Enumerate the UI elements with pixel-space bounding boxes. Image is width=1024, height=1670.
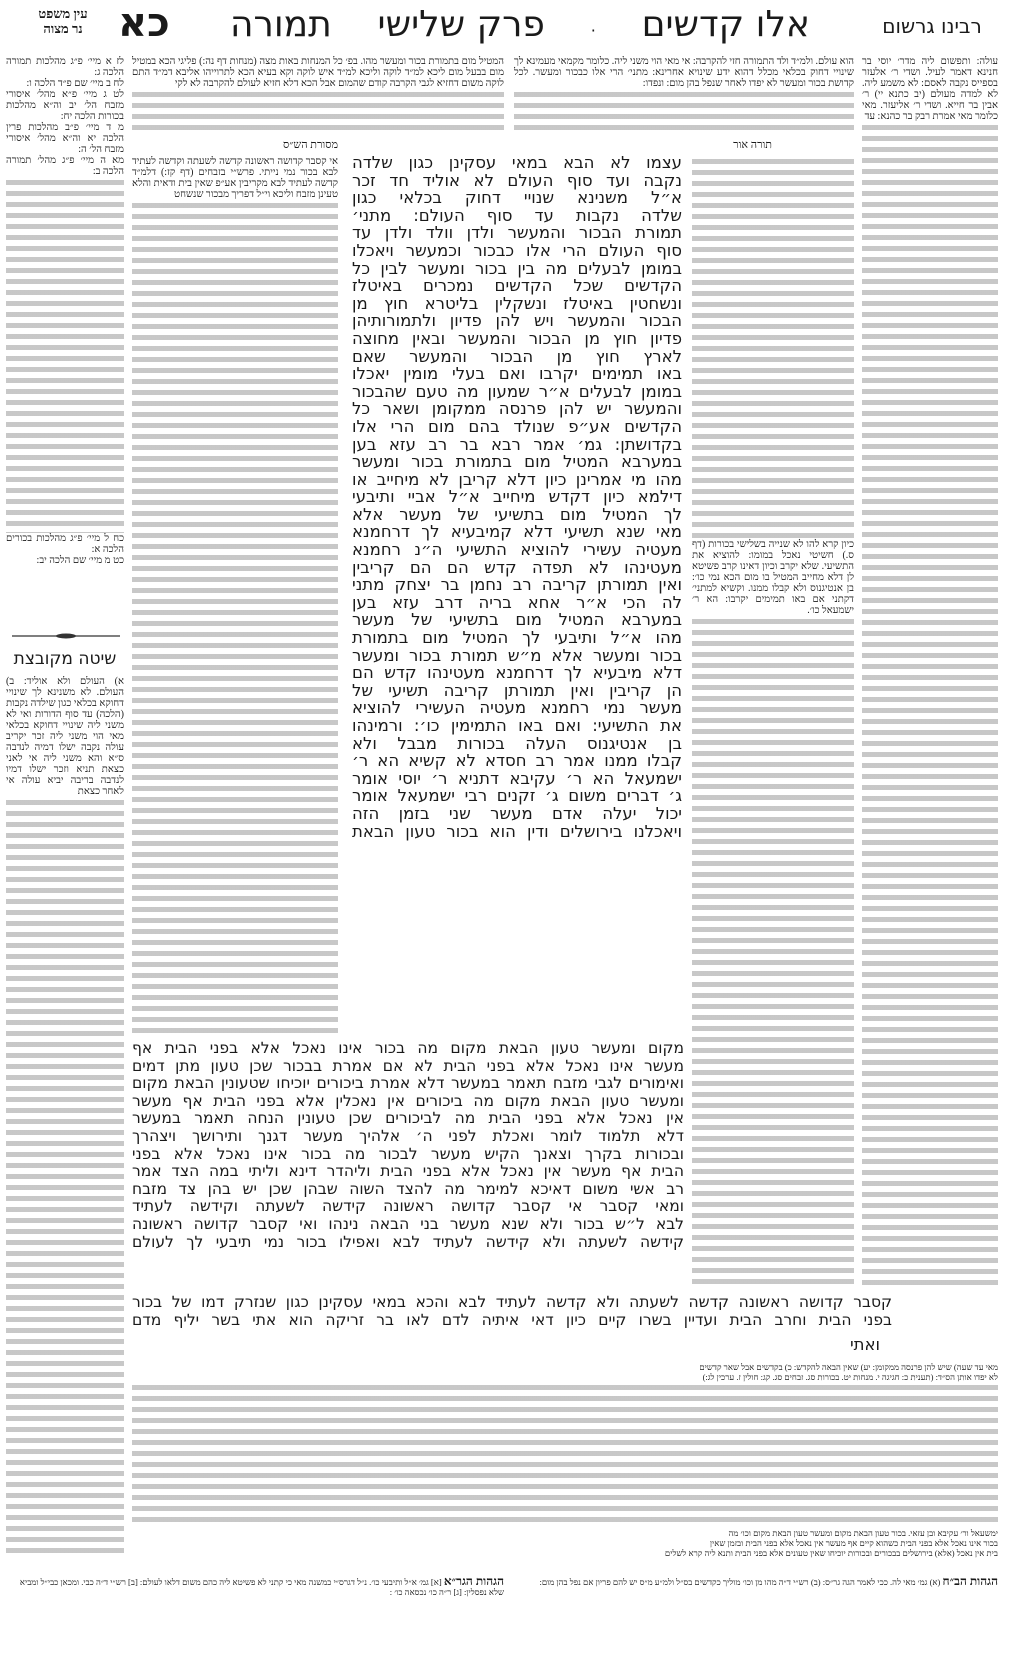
gemara-line: ואימורים לגבי מזבח תאמר במעשר דלא אמרת ביכורים יוכיחו שטעונין הבאת מקום [132, 1074, 684, 1093]
gemara-line: במערבא המטיל מום בתשיעי של מעשר [352, 610, 682, 630]
tosafot-text: אי קסבר קדושה ראשונה קדשה לשעתה וקדשה לעתיד לבא בכור נמי נייתי. פרש״י בזבחים (דף קז:) דלמ״ד קדשה לעתיד לבא מקריבין אע״פ שאין בית ודאית והלא טעינן מזבח וליכא וי״ל דפריך מבכור שנשחט [132, 156, 338, 200]
rabbeinu-gershom-text-block [692, 619, 854, 1286]
shita-mekubetzet-text: א) העולם ולא אוליד: ב) העולם. לא משנינא לך שינויי דחוקא בכלאי כגון שילדה נקבות (הלכה) עד סוף הדורות ואי לא משני ליה שינויי דחוקא בכלאי מאי הוי משני ליה זכר יקריב עולה נקבה ישלו דמיה לנדבה ס״א והא משני ליה אי לאני כצאת תניא וזכר ישלו דמיו לנדבה בריבה יביא עולה אי לאחר כצאת [6, 676, 124, 797]
running-title [230, 2, 810, 48]
gemara-line: לה הכי א״ר אחא בריה דרב עזא בען [352, 592, 682, 612]
masoret-hashas-label: מסורת הש״ס [282, 139, 338, 151]
footnotes-area [132, 1362, 998, 1558]
rabbeinu-gershom-text-block [862, 125, 998, 1286]
gemara-line: ומאי קסבר אי קסבר קדושה ראשונה קידשה לשעתה וקידשה לעתיד [132, 1197, 684, 1216]
gemara-line: במומן לבעלים א״ר שמעון מה טעם שהבכור [352, 381, 682, 401]
ein-mishpat-column [6, 56, 124, 566]
footnote-line: בכור אינו נאכל אלא בפני הבית כשהוא קיים אף מעשר אין נאכל אלא בפני הבית ובזמן שאין [709, 1538, 998, 1548]
ein-mishpat-entry: מא ה מיי׳ פ״ג מהל׳ תמורה הלכה ב: [6, 155, 124, 177]
ein-mishpat-entry: לט ג מיי׳ פ״א מהל׳ איסורי מזבח הל׳ יב וה״א מהלכות בכורות הלכה יח: [6, 89, 124, 122]
ein-mishpat-entry: כט מ מיי׳ שם הלכה יב: [36, 555, 124, 566]
gemara-line: מהו א״ל ותיבעי לך המטיל מום בתמורת [352, 628, 682, 648]
gemara-line: מעטינהו לא תפדה קדש הם הם קריבין [352, 557, 682, 577]
tosafot-column [132, 156, 338, 1034]
shita-mekubetzet-text-block [6, 800, 124, 1556]
rabbeinu-gershom-text: עולה: ותפשום ליה מדר׳ יוסי בר חנינא דאמר לעיל. ושדי ר׳ אלעזר בספייס נקבה לאסם: לא משמע ליה. לא למדה מעולם (יב כתנא יי) ר׳ אבין בר חייא. ושדי ר׳ אליעזר. מאי כלומר מאי אמרת רבק בר כהנא: עד [862, 56, 998, 122]
tosafot-top [132, 56, 504, 136]
ein-mishpat-entry: כח ל מיי׳ פ״ג מהלכות בכורים הלכה א: [6, 533, 124, 555]
gemara-line: אין נאכל אלא בפני הבית מה לביכורים שכן טעונין הנחה תאמר במעשר [132, 1109, 684, 1128]
gemara-line: במערבא המטיל מום בתמורת בכור ומעשר [352, 452, 682, 472]
rabbeinu-gershom-text: כיון קרא להו לא שנייה בשלישי בכורות (דף ס.) חשיטי נאכל במומו: להוציא את התשיעי. שלא יקרב וכיון דאינו קרב פשיטא לן דלא מחייב המטיל בו מום הכא נמי כו׳: בן אנטיגנוס ולא קבלו ממנו. וקשיא למתני׳ דקתני אם באו תמימים יקרבו: הא ר׳ ישמעאל כו׳. [692, 539, 854, 616]
gemara-main-text [352, 154, 682, 1034]
gemara-line: מהו מי אמרינן כיון דלא קריבן לא מיחייב או [352, 469, 682, 489]
gemara-line: קסבר קדושה ראשונה קדשה לשעתה ולא קדשה לעתיד לבא והכא במאי עסקינן כגון שנזרק דמו של בכור [132, 1294, 892, 1311]
gemara-line: ג׳ דברים משום ג׳ זקנים רבי ישמעאל אומר [352, 786, 682, 806]
catchword: ואתי [849, 1335, 880, 1354]
gemara-line: את התשיעי: ואם באו התמימין כו׳: ורמינהו [352, 716, 682, 735]
gemara-line: ואין תמורתן קריבה רב נחמן בר יצחק מתני [352, 575, 682, 595]
gemara-line: עצמו לא הבא במאי עסקינן כגון שלדה [352, 154, 682, 172]
tosafot-text-block [132, 92, 504, 136]
gemara-line: פדיון חוץ מן הבכור והמעשר ובאין מחוצה [352, 328, 682, 348]
gemara-line: במומן לבעלים מה בין בכור ומעשר לבין כל [352, 258, 682, 278]
rabbeinu-gershom-column [692, 156, 854, 1286]
gemara-line: סוף העולם הרי אלו כבכור וכמעשר ויאכלו [352, 240, 682, 260]
footnote-line: לא יפדו אותן הס״ד: (תענית כ: חגיגה י. מנחות יט. בכורות סג. זבחים סג. קג: חולין ז. ערכין לג:) [702, 1372, 998, 1382]
footnote-line: בית אין נאכל (אלא) בירושלים בבכורים ובכורות יוכיחו שאין טעונים אלא בפני הבית ותנא ליה קרא לשלים [664, 1548, 998, 1558]
gemara-line: דילמא כיון דקדש מיחייב א״ל אביי ותיבעי [352, 487, 682, 507]
gemara-line: קבלו ממנו אמר רב חסדא לא קשיא הא ר׳ [352, 751, 682, 771]
gemara-line: מקום ומעשר טעון הבאת מקום מה בכור אינו נאכל אלא בפני הבית אף [132, 1040, 684, 1057]
tosafot-text: המטיל מום בתמורת בכור ומעשר מהו. בפ׳ כל המנחות באות מצה (מנחות דף נה:) פליגי הכא במטיל מום בבעל מום ליכא למ״ד לוקה וליכא למ״ד איש לוקה וקא בעיא הכא לתרוייהו אליבא דמ״ד התם לוקה משום דחזיא לגבי הקרבה קודם שהמום אבל הכא דלא חזיא לעולם להקרבה לא לקי [132, 56, 504, 89]
gemara-line: בפני הבית וחרב הבית ועדיין בשרו קיים כיון דאי איתיה לדם לאו בר זריקה הוא אתי בשר יליף מדם [132, 1310, 892, 1329]
footnote-line: מאי עד שעה) שיש להן פרנסה ממקומן: יע) שאין הבאה להקדש: כ) בקדשים אבל שאר קדשים [699, 1362, 998, 1372]
gemara-line: רב אשי משום דאיכא למימר מה להצד השוה שבהן שכן יש בהן צד מזבח [132, 1179, 684, 1198]
gemara-line: בן אנטיגנוס העלה בכורות מבבל ולא [352, 733, 682, 753]
tosafot-text-block [132, 203, 338, 1034]
rabbeinu-gershom-outer-column [862, 56, 998, 1286]
tractate-name: תמורה [230, 4, 332, 45]
gemara-line: בכור ומעשר אלא מ״ש תמורת בכור ומעשר [352, 645, 682, 665]
hagahot-bach-text: (א) גמ׳ מאי לה. ככי לאמר הגה גר״ס: (ב) רש״י ד״ה מהו מן וכו׳ מוליך כקדשים בס״ל ולמ״ע מ״ס יש להם פריון אם נפל בהן מום: [539, 1577, 941, 1587]
hagahot-bach [520, 1576, 998, 1587]
ein-mishpat-entry: לז א מיי׳ פ״ג מהלכות תמורה הלכה ג: [6, 56, 124, 78]
gemara-line: הבכור והמעשר ויש להן פדיון ולתמורותיהן [352, 311, 682, 331]
gemara-line: באו תמימים יקרבו ואם בעלי מומין יאכלו [352, 364, 682, 384]
gemara-line: ובכורות בקרך וצאנך הקיש מעשר לבכור מה בכור אינו נאכל אלא בפני [132, 1144, 684, 1163]
gemara-line: יכול יעלה אדם מעשר שני בזמן הזה [352, 803, 682, 823]
rabbeinu-gershom-text-block [692, 159, 854, 539]
ein-mishpat-entry: מ ד מיי׳ פ״ב מהלכות פרין הלכה יא וה״א מהל׳ איסורי מזבח הל׳ ה: [6, 122, 124, 155]
hagahot-gra [4, 1576, 504, 1597]
ein-mishpat-heading [28, 6, 98, 36]
gemara-line: הן קריבין ואין תמורתן קריבה תשיעי של [352, 680, 682, 700]
gemara-wide-text [132, 1040, 684, 1256]
hagahot-gra-text: [א] גמ׳ א״ל ותיבעי כו׳. נ״ל דגרס״י כמשנה מאי כי קתני לא פשיטא ליה כהם משום דלאו לעולם: [ב] רש״י ד״ה כבי. ומכאן כבי״ל ומביא שלא נפסלין: [ג] ר״ה כו׳ נכסאה כו׳ : [19, 1577, 504, 1597]
perek-number: פרק שלישי [377, 4, 545, 45]
ein-mishpat-label: עין משפט [38, 6, 88, 21]
ornamental-divider [12, 626, 120, 632]
gemara-line: תמורת הבכור והמעשר ולדן וולד ולדן עד [352, 223, 682, 243]
hagahot-gra-label: הגהות הגר״א [443, 1574, 504, 1588]
gemara-line: א״ל משנינא שנויי דחוק בכלאי כגון [352, 188, 682, 208]
shita-mekubetzet-column [6, 676, 124, 1556]
gemara-line: בקדושתן: גמ׳ אמר רבא בר רב עזא בען [352, 434, 682, 454]
gemara-line: ומעשר טעון הבאת מקום מה ביכורים אין נאכלין אלא בפני הבית אף מעשר [132, 1091, 684, 1110]
gemara-line: לבא ל״ש בכור ולא שנא מעשר בני הבאה נינהו ואי קסבר קדושה ראשונה [132, 1214, 684, 1233]
gemara-full-width-text [132, 1294, 892, 1332]
gemara-line: לארץ חוץ מן הבכור והמעשר שאם [352, 346, 682, 366]
gemara-line: הבית אף מעשר אין נאכל אלא בפני הבית וליהדר דינא וליתי במה הצד אמר [132, 1162, 684, 1181]
torah-or-label: תורה אור [733, 139, 772, 151]
footnotes-text-block [132, 1385, 998, 1528]
gemara-line: מעשר נמי רחמנא מעטיה העשירי להוציא [352, 698, 682, 718]
rabbeinu-gershom-text-block [514, 92, 854, 136]
gemara-line: ויאכלנו בירושלים ודין הוא בכור טעון הבאת [352, 821, 682, 841]
title-separator: · [590, 21, 596, 40]
gemara-line: שלדה נקבות עד סוף העולם: מתני׳ [352, 205, 682, 225]
gemara-line: לך המטיל מום בתשיעי של מעשר אלא [352, 504, 682, 524]
ein-mishpat-text-block [6, 180, 124, 533]
gemara-line: מעטיה עשירי להוציא התשיעי ה״נ רחמנא [352, 540, 682, 560]
gemara-line: הקדשים אע״פ שנולד בהם מום הרי אלו [352, 416, 682, 436]
folio-number: כא [118, 0, 170, 46]
gemara-line: מעשר אינו נאכל אלא בפני הבית לא אם אמרת בבכור שכן טעון מתן דמים [132, 1056, 684, 1075]
gemara-line: מאי שנא תשיעי דלא קמיבעיא לך דרחמנא [352, 522, 682, 542]
shita-mekubetzet-heading: שיטה מקובצת [13, 649, 117, 669]
ner-mitzvah-label: נר מצוה [43, 21, 83, 36]
gemara-line: קידשה לשעתה ולא קידשה לעתיד לבא ואפילו בכור נמי תיבעי לך לעולם [132, 1232, 684, 1251]
perek-name: אלו קדשים [641, 4, 810, 45]
commentary-title: רבינו גרשום [882, 14, 982, 38]
gemara-line: ישמעאל הא ר׳ עקיבא דתניא ר׳ יוסי אומר [352, 768, 682, 788]
ein-mishpat-entry: לח ב מיי׳ שם פ״ד הלכה ו: [26, 78, 124, 89]
rabbeinu-gershom-top [514, 56, 854, 136]
rabbeinu-gershom-text: הוא עולם. ולמ״ד ולד התמורה חזי להקרבה: אי מאי הוי משני ליה. כלומר מקמאי מעמינא לך שינויי דחוק בכלאי מכלל דהוא ידע שינויא אחרינא: מתני׳ הרי אלו כבכור ומעשר. לכל קדושת בכור ומעשר לא יפדו לאחר שנפל בהן מום: ונפדו: [514, 56, 854, 89]
divider-ornament-icon [12, 633, 120, 639]
gemara-line: הקדשים שכל הקדשים נמכרים באיטלז [352, 276, 682, 296]
hagahot-bach-label: הגהות הב״ח [942, 1574, 998, 1588]
footnote-line: ימשעאל ור׳ עקיבא ובן עזאי. בכור טעון הבאת מקום ומעשר טעון הבאת מקום וכו׳ מה [728, 1528, 998, 1538]
gemara-line: דלא מיבעיא לך דרחמנא מעטינהו קדש הם [352, 663, 682, 683]
gemara-line: דלא תלמוד לומר ואכלת לפני ה׳ אלהיך מעשר דגנך ותירושך ויצהרך [132, 1126, 684, 1145]
gemara-line: ונשחטין באיטלז ונשקלין בליטרא חוץ מן [352, 293, 682, 313]
gemara-line: והמעשר יש להן פרנסה ממקומן ושאר כל [352, 399, 682, 419]
gemara-line: נקבה ועד סוף העולם לא אוליד חד זכר [352, 170, 682, 190]
